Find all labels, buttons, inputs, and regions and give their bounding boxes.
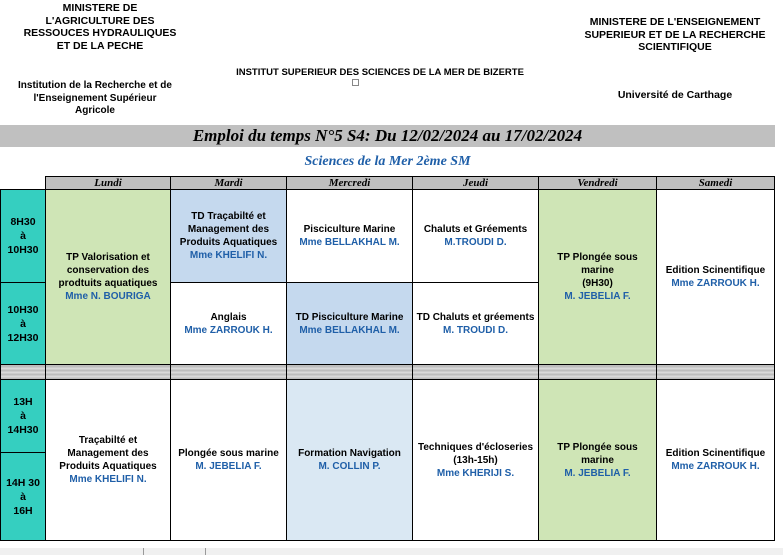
course-professor: Mme BELLAKHAL M. [299, 324, 400, 336]
course-subject: Anglais [210, 311, 247, 323]
day-jeudi: Jeudi [413, 177, 539, 190]
course-subject: Edition Scinentifique [665, 265, 766, 276]
course-cell [171, 190, 287, 283]
course-cell [657, 380, 775, 541]
course-subject: TD Pisciculture Marine [295, 311, 404, 323]
break-cell [1, 365, 46, 380]
course-subject: TP Plongée sous marine (9H30) [557, 252, 638, 289]
break-cell [413, 365, 539, 380]
class-subtitle: Sciences de la Mer 2ème SM [304, 154, 471, 169]
course-professor: M. JEBELIA F. [564, 291, 631, 302]
course-subject: Chaluts et Gréements [423, 224, 528, 235]
course-cell [46, 190, 171, 365]
course-subject: Edition Scinentifique [665, 448, 766, 459]
lunch-break-row [1, 365, 775, 380]
course-professor: Mme N. BOURIGA [65, 291, 151, 302]
course-cell [657, 190, 775, 365]
time-slot-2: 10H30 à 12H30 [1, 283, 46, 365]
course-subject: Formation Navigation [298, 448, 401, 459]
sheet-scrollbar[interactable] [0, 548, 783, 555]
course-cell [287, 283, 413, 365]
left-ministry: MINISTERE DE L'AGRICULTURE DES RESSOUCES HYDRAULIQUES ET DE LA PECHE [23, 2, 177, 52]
course-cell [287, 380, 413, 541]
course-subject: TP Plongée sous marine [557, 441, 638, 466]
slot-row [1, 380, 775, 453]
course-cell [171, 380, 287, 541]
institute-name: INSTITUT SUPERIEUR DES SCIENCES DE LA MER DE BIZERTE [236, 67, 524, 78]
corner-cell [1, 177, 46, 190]
break-cell [287, 365, 413, 380]
course-subject: Pisciculture Marine [303, 224, 396, 235]
break-cell [171, 365, 287, 380]
course-professor: Mme KHELIFI N. [189, 250, 268, 261]
day-mercredi: Mercredi [287, 177, 413, 190]
course-professor: M. JEBELIA F. [195, 461, 262, 472]
course-subject: TD Traçabilté et Management des Produits Aquatiques [179, 211, 278, 248]
course-professor: Mme KHELIFI N. [69, 474, 147, 485]
course-subject: Plongée sous marine [178, 448, 279, 459]
course-subject: TP Valorisation et conservation des prodtuits aquatiques [58, 252, 158, 289]
day-lundi: Lundi [46, 177, 171, 190]
right-ministry: MINISTERE DE L'ENSEIGNEMENT SUPERIEUR ET DE LA RECHERCHE SCIENTIFIQUE [584, 16, 766, 53]
time-slot-1: 8H30 à 10H30 [1, 190, 46, 283]
day-samedi: Samedi [657, 177, 775, 190]
course-professor: Mme ZARROUK H. [184, 324, 273, 336]
break-cell [657, 365, 775, 380]
course-cell [539, 190, 657, 365]
course-cell [413, 283, 539, 365]
day-mardi: Mardi [171, 177, 287, 190]
course-professor: Mme ZARROUK H. [671, 278, 760, 289]
slot-row [1, 190, 775, 283]
course-professor: M.TROUDI D. [444, 237, 507, 248]
timetable [0, 176, 775, 541]
course-cell [413, 190, 539, 283]
course-cell [171, 283, 287, 365]
course-subject: Techniques d'écloseries (13h-15h) [417, 441, 533, 466]
day-header-row [1, 177, 775, 190]
scrollbar-divider [143, 548, 144, 555]
day-vendredi: Vendredi [539, 177, 657, 190]
course-professor: Mme ZARROUK H. [671, 461, 760, 472]
course-professor: M. TROUDI D. [443, 324, 508, 336]
course-professor: Mme BELLAKHAL M. [299, 237, 400, 248]
course-subject: Traçabilté et Management des Produits Aquatiques [59, 435, 157, 472]
cell-marker-icon [352, 79, 359, 86]
time-slot-3: 13H à 14H30 [1, 380, 46, 453]
course-cell [413, 380, 539, 541]
left-institution: Institution de la Recherche et de l'Enseignement Supérieur Agricole [18, 80, 172, 116]
course-professor: M. COLLIN P. [318, 461, 381, 472]
course-cell [539, 380, 657, 541]
course-professor: Mme KHERIJI S. [436, 467, 515, 479]
right-university: Université de Carthage [617, 89, 733, 101]
course-professor: M. JEBELIA F. [564, 467, 631, 479]
course-cell [46, 380, 171, 541]
break-cell [46, 365, 171, 380]
scrollbar-divider [205, 548, 206, 555]
course-subject: TD Chaluts et gréements [416, 311, 535, 323]
course-cell [287, 190, 413, 283]
schedule-title: Emploi du temps N°5 S4: Du 12/02/2024 au 17/02/2024 [192, 126, 583, 145]
time-slot-4: 14H 30 à 16H [1, 453, 46, 541]
break-cell [539, 365, 657, 380]
